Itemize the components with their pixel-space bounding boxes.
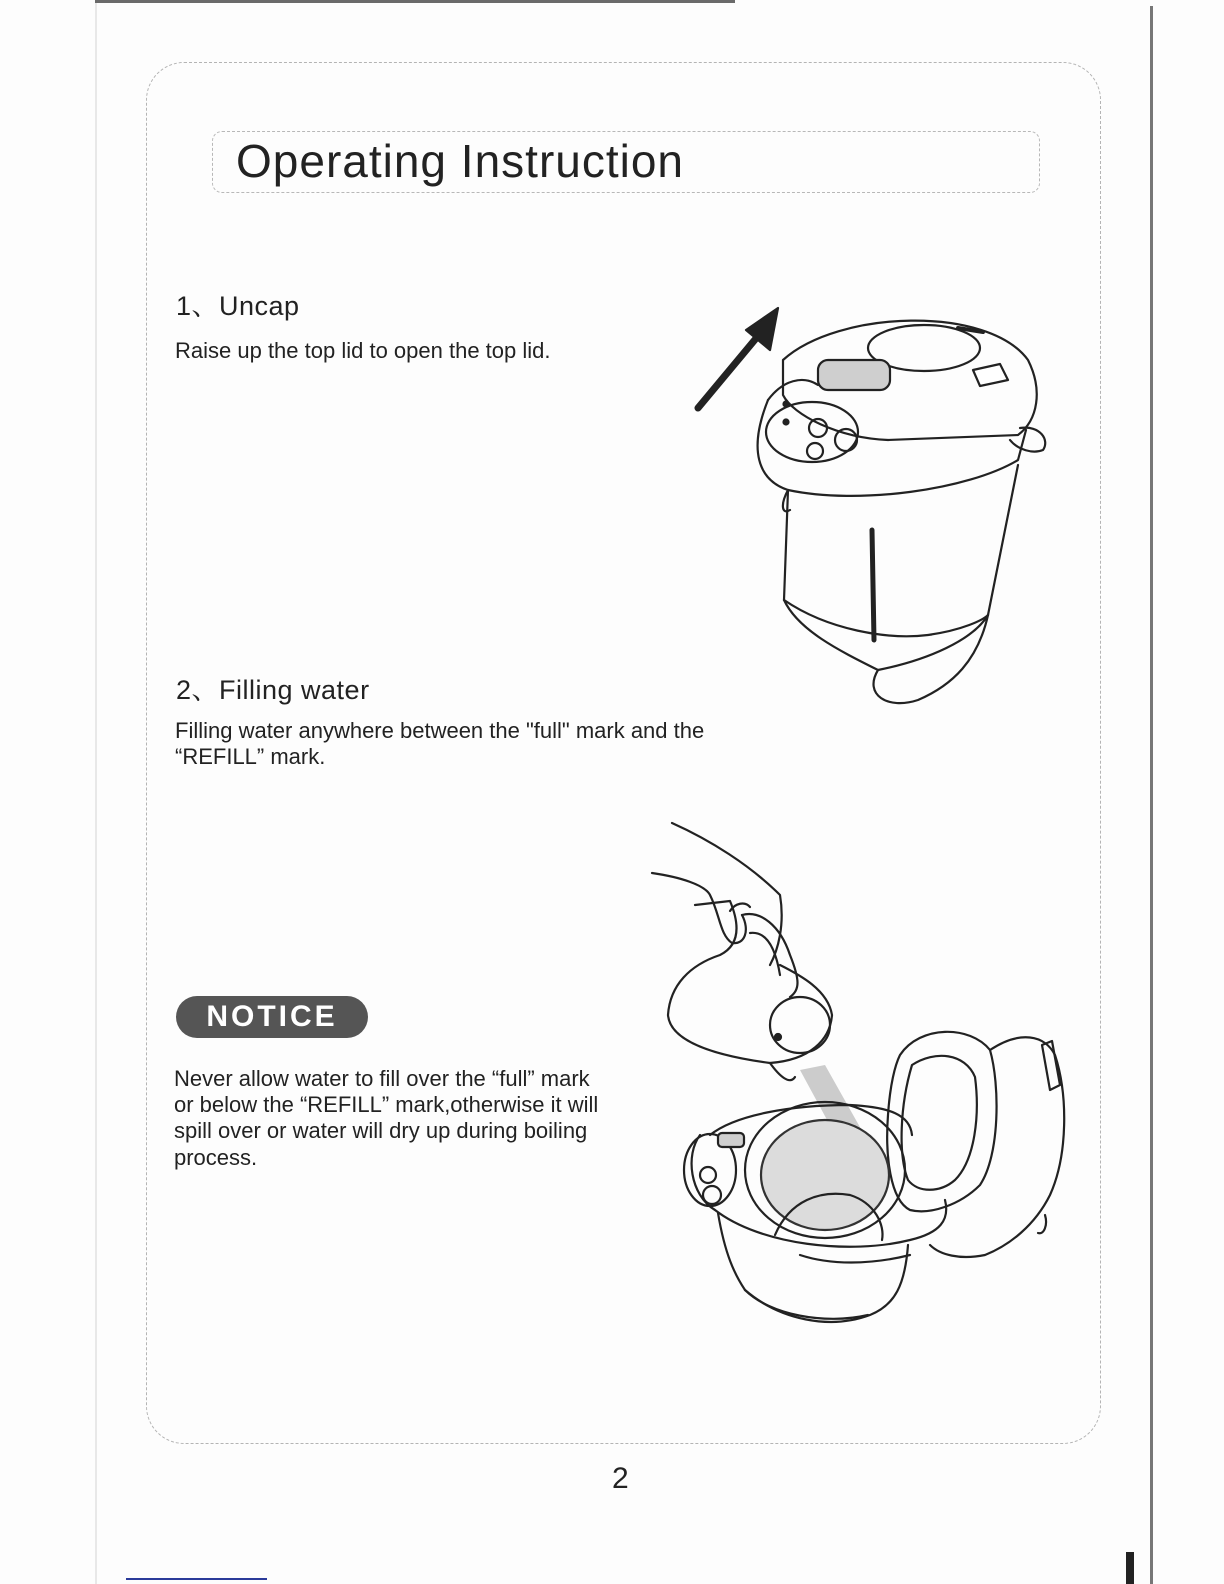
notice-text-line-4: process. bbox=[174, 1145, 258, 1170]
hand-icon bbox=[652, 823, 782, 965]
page-right-edge bbox=[1150, 6, 1153, 1584]
section-text-uncap: Raise up the top lid to open the top lid. bbox=[175, 338, 551, 363]
notice-text-line-3: spill over or water will dry up during boiling bbox=[174, 1118, 588, 1143]
pot-uncap-illustration bbox=[688, 300, 1058, 710]
notice-text-line-2: or below the “REFILL” mark,otherwise it will bbox=[174, 1092, 599, 1117]
section-heading-filling: 2、Filling water bbox=[176, 675, 370, 705]
page-bottom-line bbox=[126, 1578, 267, 1580]
page-number: 2 bbox=[612, 1462, 629, 1495]
section-text-filling-line-2: “REFILL” mark. bbox=[175, 744, 326, 769]
page-title: Operating Instruction bbox=[236, 135, 685, 187]
section-text-filling-line-1: Filling water anywhere between the "full" mark and the bbox=[175, 718, 705, 743]
page-corner-mark bbox=[1126, 1552, 1134, 1584]
notice-badge: NOTICE bbox=[176, 996, 368, 1038]
page-left-edge bbox=[95, 0, 97, 1584]
water-jug-icon bbox=[668, 901, 832, 1080]
filling-water-illustration bbox=[650, 815, 1080, 1345]
arrow-up-icon bbox=[698, 308, 778, 408]
section-heading-uncap: 1、Uncap bbox=[176, 291, 300, 321]
page-top-edge bbox=[95, 0, 735, 3]
notice-text-line-1: Never allow water to fill over the “full” mark bbox=[174, 1066, 590, 1091]
